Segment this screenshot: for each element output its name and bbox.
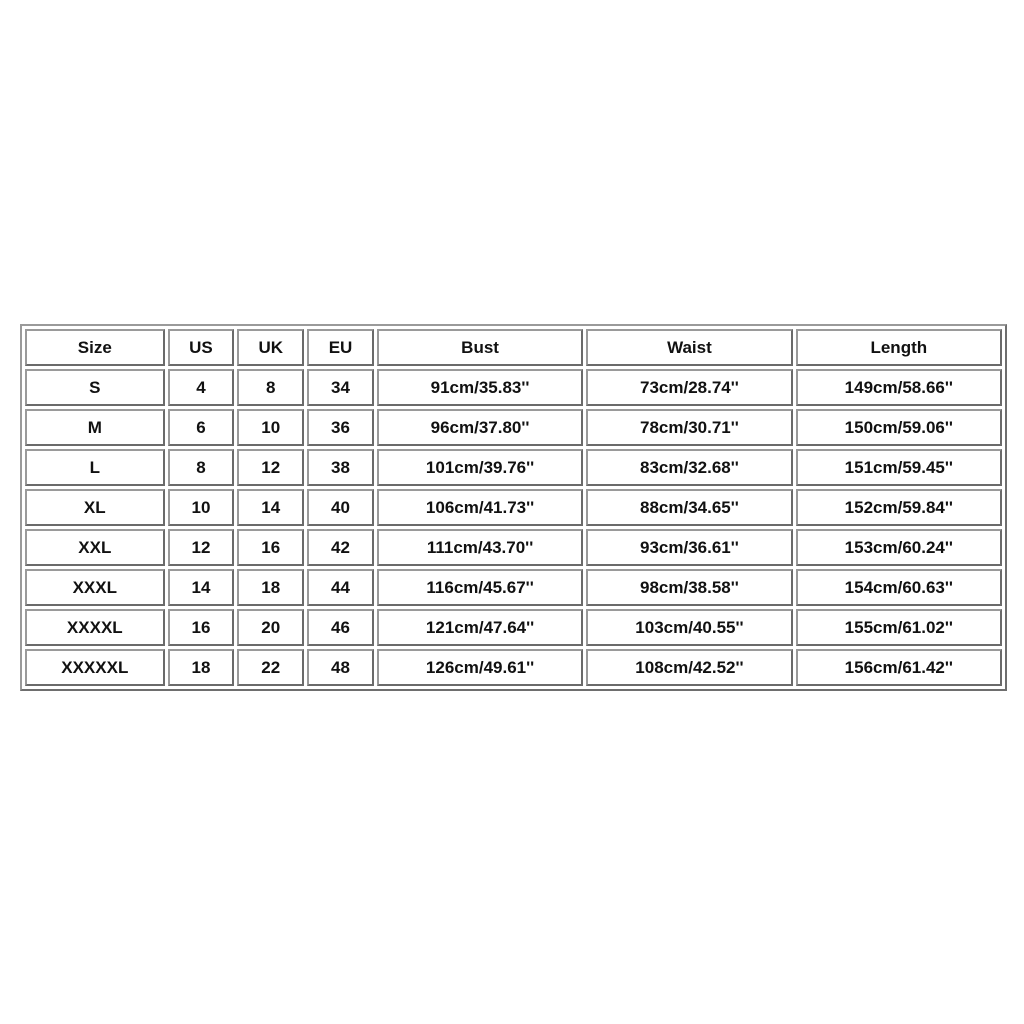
cell-waist: 73cm/28.74'' bbox=[586, 369, 792, 406]
cell-eu: 42 bbox=[307, 529, 374, 566]
cell-length: 156cm/61.42'' bbox=[796, 649, 1002, 686]
cell-us: 8 bbox=[168, 449, 235, 486]
cell-waist: 93cm/36.61'' bbox=[586, 529, 792, 566]
cell-size: XXL bbox=[25, 529, 165, 566]
cell-bust: 111cm/43.70'' bbox=[377, 529, 583, 566]
size-chart-table bbox=[20, 324, 1007, 691]
table-header-row bbox=[25, 329, 1002, 366]
cell-eu: 34 bbox=[307, 369, 374, 406]
cell-uk: 10 bbox=[237, 409, 304, 446]
cell-length: 152cm/59.84'' bbox=[796, 489, 1002, 526]
cell-eu: 36 bbox=[307, 409, 374, 446]
cell-bust: 96cm/37.80'' bbox=[377, 409, 583, 446]
cell-length: 150cm/59.06'' bbox=[796, 409, 1002, 446]
table-row bbox=[25, 529, 1002, 566]
cell-us: 18 bbox=[168, 649, 235, 686]
cell-size: S bbox=[25, 369, 165, 406]
cell-size: XXXXL bbox=[25, 609, 165, 646]
cell-size: XL bbox=[25, 489, 165, 526]
cell-length: 149cm/58.66'' bbox=[796, 369, 1002, 406]
cell-waist: 78cm/30.71'' bbox=[586, 409, 792, 446]
header-uk: UK bbox=[237, 329, 304, 366]
cell-uk: 22 bbox=[237, 649, 304, 686]
cell-us: 12 bbox=[168, 529, 235, 566]
cell-uk: 14 bbox=[237, 489, 304, 526]
cell-bust: 91cm/35.83'' bbox=[377, 369, 583, 406]
cell-bust: 126cm/49.61'' bbox=[377, 649, 583, 686]
table-row bbox=[25, 369, 1002, 406]
cell-eu: 46 bbox=[307, 609, 374, 646]
header-waist: Waist bbox=[586, 329, 792, 366]
cell-length: 154cm/60.63'' bbox=[796, 569, 1002, 606]
cell-waist: 83cm/32.68'' bbox=[586, 449, 792, 486]
cell-size: M bbox=[25, 409, 165, 446]
cell-us: 14 bbox=[168, 569, 235, 606]
table-row bbox=[25, 409, 1002, 446]
table-row bbox=[25, 609, 1002, 646]
table-row bbox=[25, 489, 1002, 526]
cell-waist: 88cm/34.65'' bbox=[586, 489, 792, 526]
cell-uk: 12 bbox=[237, 449, 304, 486]
cell-bust: 101cm/39.76'' bbox=[377, 449, 583, 486]
cell-eu: 44 bbox=[307, 569, 374, 606]
header-size: Size bbox=[25, 329, 165, 366]
cell-length: 153cm/60.24'' bbox=[796, 529, 1002, 566]
table-row bbox=[25, 449, 1002, 486]
cell-eu: 40 bbox=[307, 489, 374, 526]
cell-eu: 38 bbox=[307, 449, 374, 486]
header-length: Length bbox=[796, 329, 1002, 366]
table-row bbox=[25, 649, 1002, 686]
table-row bbox=[25, 569, 1002, 606]
cell-bust: 106cm/41.73'' bbox=[377, 489, 583, 526]
cell-us: 6 bbox=[168, 409, 235, 446]
cell-us: 16 bbox=[168, 609, 235, 646]
cell-bust: 116cm/45.67'' bbox=[377, 569, 583, 606]
cell-uk: 8 bbox=[237, 369, 304, 406]
cell-length: 155cm/61.02'' bbox=[796, 609, 1002, 646]
cell-us: 4 bbox=[168, 369, 235, 406]
cell-waist: 108cm/42.52'' bbox=[586, 649, 792, 686]
cell-us: 10 bbox=[168, 489, 235, 526]
cell-eu: 48 bbox=[307, 649, 374, 686]
cell-size: XXXXXL bbox=[25, 649, 165, 686]
header-us: US bbox=[168, 329, 235, 366]
cell-size: XXXL bbox=[25, 569, 165, 606]
header-eu: EU bbox=[307, 329, 374, 366]
header-bust: Bust bbox=[377, 329, 583, 366]
cell-uk: 18 bbox=[237, 569, 304, 606]
cell-waist: 98cm/38.58'' bbox=[586, 569, 792, 606]
cell-uk: 20 bbox=[237, 609, 304, 646]
cell-uk: 16 bbox=[237, 529, 304, 566]
cell-length: 151cm/59.45'' bbox=[796, 449, 1002, 486]
cell-bust: 121cm/47.64'' bbox=[377, 609, 583, 646]
cell-size: L bbox=[25, 449, 165, 486]
cell-waist: 103cm/40.55'' bbox=[586, 609, 792, 646]
